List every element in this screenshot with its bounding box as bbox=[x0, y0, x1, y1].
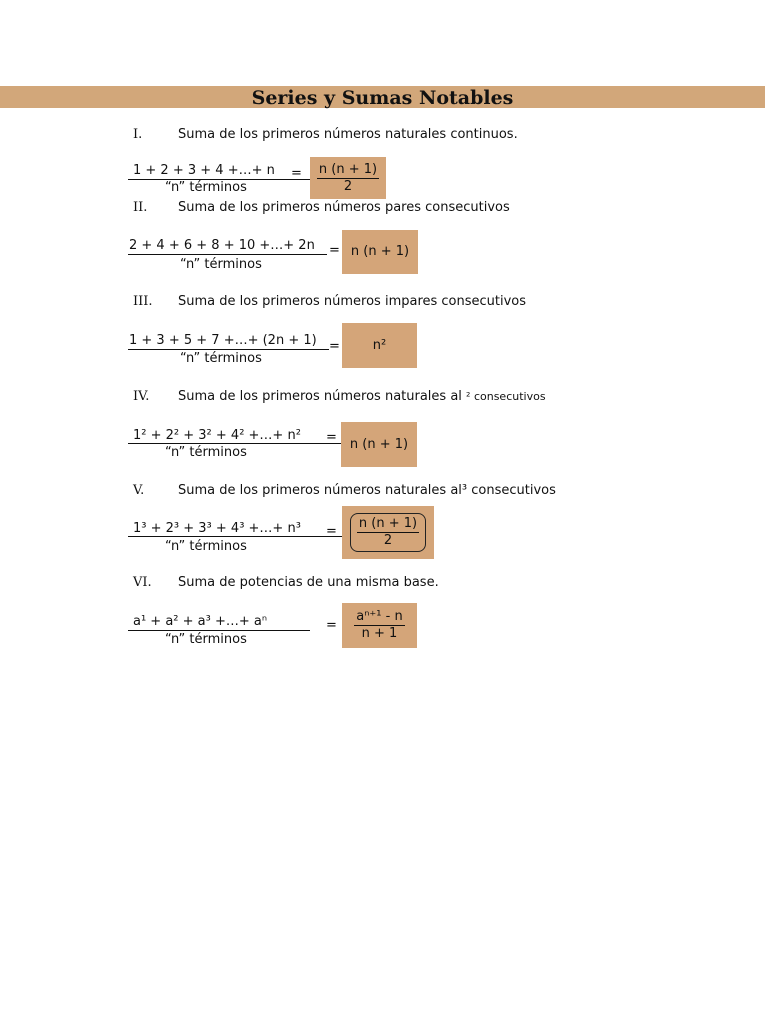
item-1-result-denominator: 2 bbox=[343, 178, 353, 194]
item-2-terms: “n” términos bbox=[180, 257, 262, 272]
item-6-heading: Suma de potencias de una misma base. bbox=[178, 575, 439, 590]
item-3-heading: Suma de los primeros números impares consecutivos bbox=[178, 294, 527, 309]
item-4-numeral: IV. bbox=[133, 389, 150, 404]
item-4-heading: Suma de los primeros números naturales al bbox=[178, 389, 462, 404]
item-5-expression: 1³ + 2³ + 3³ + 4³ +…+ n³ bbox=[133, 521, 301, 536]
item-2-expression: 2 + 4 + 6 + 8 + 10 +…+ 2n bbox=[129, 238, 315, 253]
item-1-expression: 1 + 2 + 3 + 4 +…+ n bbox=[133, 163, 275, 178]
item-6-numeral: VI. bbox=[133, 575, 152, 590]
item-6-result-denominator: n + 1 bbox=[361, 626, 398, 641]
item-1-numeral: I. bbox=[133, 127, 143, 142]
item-1-result-numerator: n (n + 1) bbox=[318, 161, 378, 177]
item-1-terms: “n” términos bbox=[165, 180, 247, 195]
item-4-result: n (n + 1) bbox=[349, 436, 409, 452]
item-6-rule bbox=[128, 630, 310, 631]
page-title: Series y Sumas Notables bbox=[251, 87, 514, 109]
item-5-result-denominator: 2 bbox=[383, 533, 393, 548]
item-1-result-box bbox=[310, 157, 386, 199]
item-3-equals: = bbox=[329, 339, 340, 354]
item-6-result-box bbox=[342, 603, 417, 648]
item-2-result-box bbox=[342, 230, 418, 274]
item-4-expression: 1² + 2² + 3² + 4² +…+ n² bbox=[133, 428, 301, 443]
item-3-expression: 1 + 3 + 5 + 7 +…+ (2n + 1) bbox=[129, 333, 317, 348]
item-4-heading-tail: ² consecutivos bbox=[466, 390, 546, 403]
item-4-heading-line bbox=[178, 389, 546, 405]
item-4-equals: = bbox=[326, 430, 337, 445]
item-2-numeral: II. bbox=[133, 200, 148, 215]
item-6-equals: = bbox=[326, 618, 337, 633]
item-5-bracket bbox=[350, 513, 426, 552]
item-6-result-numerator: aⁿ⁺¹ - n bbox=[356, 609, 403, 624]
item-5-terms: “n” términos bbox=[165, 539, 247, 554]
item-5-result-box bbox=[342, 506, 434, 559]
item-3-terms: “n” términos bbox=[180, 351, 262, 366]
item-5-equals: = bbox=[326, 524, 337, 539]
item-1-heading: Suma de los primeros números naturales continuos. bbox=[178, 127, 518, 142]
item-5-rule bbox=[128, 536, 348, 537]
item-1-equals: = bbox=[291, 166, 302, 181]
item-2-heading: Suma de los primeros números pares consecutivos bbox=[178, 200, 510, 215]
item-6-terms: “n” términos bbox=[165, 632, 247, 647]
item-2-result: n (n + 1) bbox=[350, 244, 410, 259]
item-3-result: n² bbox=[372, 337, 387, 353]
item-3-rule bbox=[128, 349, 329, 350]
item-5-heading: Suma de los primeros números naturales al³ consecutivos bbox=[178, 483, 556, 498]
item-5-result-numerator: n (n + 1) bbox=[358, 516, 418, 531]
item-6-expression: a¹ + a² + a³ +…+ aⁿ bbox=[133, 614, 268, 629]
item-3-result-box bbox=[342, 323, 417, 368]
item-4-rule bbox=[128, 443, 348, 444]
item-2-rule bbox=[128, 254, 327, 255]
item-2-equals: = bbox=[329, 243, 340, 258]
item-5-numeral: V. bbox=[133, 483, 145, 498]
item-4-terms: “n” términos bbox=[165, 445, 247, 460]
item-3-numeral: III. bbox=[133, 294, 153, 309]
item-4-result-box bbox=[341, 422, 417, 467]
